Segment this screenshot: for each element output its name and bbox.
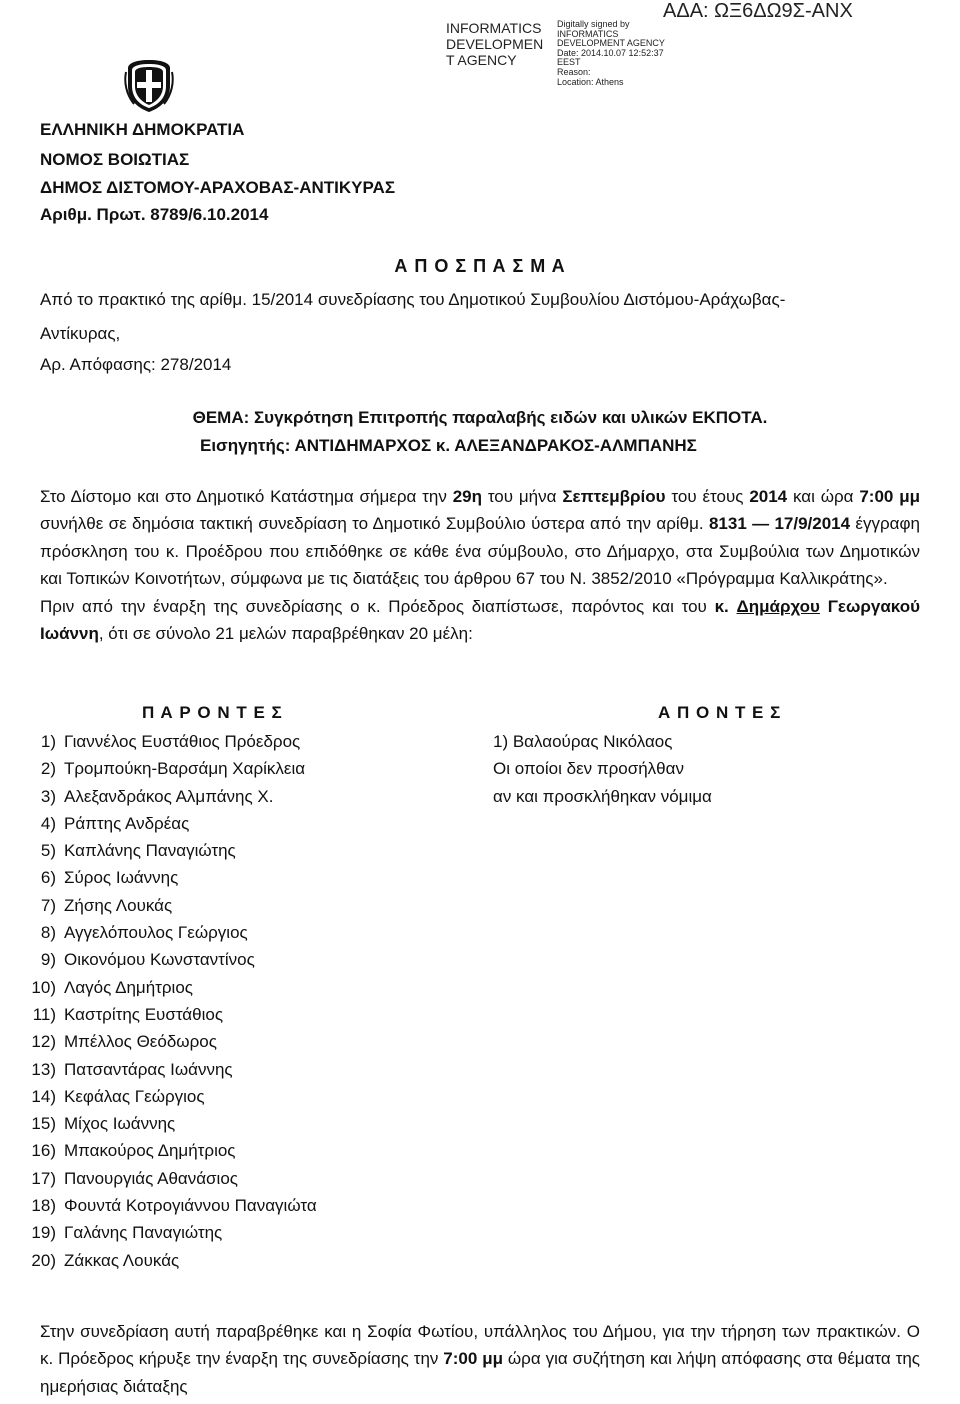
text-run: του μήνα	[481, 487, 563, 506]
text-run	[820, 597, 828, 616]
member-number: 7)	[40, 895, 56, 915]
intro-line-1: Από το πρακτικό της αρίθμ. 15/2014 συνεδρίασης του Δημοτικού Συμβουλίου Διστόμου-Αράχωβας-	[40, 290, 786, 309]
member-number: 17)	[31, 1168, 56, 1188]
signature-org-line: T AGENCY	[446, 52, 517, 68]
present-member	[22, 1083, 317, 1110]
signature-meta-line: Location: Athens	[557, 76, 624, 87]
member-number: 1)	[40, 732, 56, 751]
member-name: Τρομπούκη-Βαρσάμη Χαρίκλεια	[64, 759, 306, 779]
signature-meta-line: Date: 2014.10.07 12:52:37	[557, 47, 664, 58]
start-time: 7:00 μμ	[443, 1349, 504, 1369]
mayor-title: Δημάρχου	[736, 596, 820, 616]
header-prefecture: ΝΟΜΟΣ ΒΟΙΩΤΙΑΣ	[40, 150, 190, 169]
text-run: Στο Δίστομο και στο Δημοτικό Κατάστημα σήμερα την	[40, 487, 453, 506]
member-number: 10)	[31, 977, 56, 997]
mayor-name: Γεωργακού Ιωάννη	[40, 596, 920, 644]
present-member	[22, 864, 317, 891]
member-name: Λαγός Δημήτριος	[64, 977, 193, 997]
absent-note: αν και προσκλήθηκαν νόμιμα	[493, 786, 712, 806]
present-member	[22, 892, 317, 919]
member-name: Γιαννέλος Ευστάθιος Πρόεδρος	[64, 732, 301, 751]
present-member	[22, 755, 317, 782]
member-name: Καστρίτης Ευστάθιος	[64, 1004, 224, 1024]
member-name: Αγγελόπουλος Γεώργιος	[64, 923, 248, 943]
member-number: 13)	[31, 1059, 56, 1079]
member-number: 8)	[40, 923, 56, 943]
member-name: Καπλάνης Παναγιώτης	[64, 841, 236, 861]
text-run: συνήλθε σε δημόσια τακτική συνεδρίαση το Δημοτικό Συμβούλιο ύστερα από την αρίθμ.	[40, 514, 709, 534]
intro-line-2: Αντίκυρας,	[40, 324, 121, 343]
member-number: 15)	[31, 1114, 56, 1134]
greek-emblem-icon	[124, 58, 174, 114]
text-run: Πριν από την έναρξη της συνεδρίασης ο κ. Πρόεδρος διαπίστωσε, παρόντος και του	[40, 596, 715, 616]
signature-meta-line: INFORMATICS	[557, 28, 619, 39]
header-municipality: ΔΗΜΟΣ ΔΙΣΤΟΜΟΥ-ΑΡΑΧΟΒΑΣ-ΑΝΤΙΚΥΡΑΣ	[40, 178, 396, 197]
text-run-bold: κ.	[714, 596, 729, 616]
session-year: 2014	[749, 487, 788, 506]
session-day: 29η	[452, 487, 482, 506]
member-number: 5)	[40, 841, 56, 861]
member-number: 6)	[40, 868, 56, 888]
present-member	[22, 1110, 317, 1137]
invitation-ref: 8131 — 17/9/2014	[708, 514, 851, 534]
member-number: 16)	[31, 1141, 56, 1161]
present-member	[22, 810, 317, 837]
member-name: Κεφάλας Γεώργιος	[64, 1086, 205, 1106]
signature-org-line: INFORMATICS	[446, 20, 542, 36]
ada-code: ΑΔΑ: ΩΞ6ΔΩ9Σ-ΑΝΧ	[663, 0, 853, 22]
present-member	[22, 1165, 317, 1192]
present-member	[22, 1247, 317, 1274]
member-name: Σύρος Ιωάννης	[64, 868, 179, 888]
present-members-list	[22, 728, 317, 1274]
document-title: Α Π Ο Σ Π Α Σ Μ Α	[394, 256, 566, 276]
signature-org	[446, 20, 543, 68]
present-member	[22, 1192, 317, 1219]
text-run: ώρα για συζήτηση και λήψη απόφασης στα θέματα της ημερήσιας διάταξης	[40, 1349, 920, 1396]
member-number: 4)	[40, 813, 56, 833]
signature-meta-line: Digitally signed by	[557, 19, 630, 29]
closing-paragraph	[40, 1318, 920, 1400]
absent-note: Οι οποίοι δεν προσήλθαν	[493, 759, 684, 779]
present-member	[22, 1028, 317, 1055]
member-number: 9)	[40, 950, 56, 970]
text-run: και ώρα	[787, 487, 860, 506]
member-name: Γαλάνης Παναγιώτης	[64, 1223, 223, 1243]
member-name: Πανουργιάς Αθανάσιος	[64, 1168, 238, 1188]
signature-meta	[557, 20, 665, 87]
absent-heading: Α Π Ο Ν Τ Ε Σ	[658, 703, 782, 722]
text-run: έγγραφη πρόσκληση του κ. Προέδρου που επιδόθηκε σε κάθε ένα σύμβουλο, στο Δήμαρχο, στα Συμβούλια των Δημοτικών και Τοπικών Κοινοτήτων, σύμφωνα με τις διατάξεις του άρθρου 67 του Ν. 3852/2010 «Πρόγραμμα Καλλικράτης».	[40, 514, 920, 589]
member-name: Οικονόμου Κωνσταντίνος	[64, 950, 255, 970]
present-member	[22, 919, 317, 946]
member-number: 14)	[31, 1086, 56, 1106]
header-country: ΕΛΛΗΝΙΚΗ ΔΗΜΟΚΡΑΤΙΑ	[40, 120, 245, 139]
member-name: Μπακούρος Δημήτριος	[64, 1141, 236, 1161]
member-name: Ζήσης Λουκάς	[64, 895, 173, 915]
member-number: 18)	[31, 1196, 56, 1216]
absent-member: 1) Βαλαούρας Νικόλαος	[493, 732, 673, 751]
session-month: Σεπτεμβρίου	[562, 487, 666, 506]
signature-meta-line: Reason:	[557, 66, 591, 77]
signature-meta-line: EEST	[557, 57, 581, 68]
text-run: , ότι σε σύνολο 21 μελών παραβρέθηκαν 20 μέλη:	[98, 624, 473, 644]
present-member	[22, 837, 317, 864]
member-number: 3)	[40, 786, 56, 806]
present-member	[22, 1219, 317, 1246]
subject-title: ΘΕΜΑ: Συγκρότηση Επιτροπής παραλαβής ειδών και υλικών ΕΚΠΟΤΑ.	[192, 408, 768, 427]
present-member	[22, 1137, 317, 1164]
member-number: 12)	[31, 1032, 56, 1052]
signature-org-line: DEVELOPMEN	[446, 36, 544, 52]
signature-meta-line: DEVELOPMENT AGENCY	[557, 38, 665, 49]
member-name: Ζάκκας Λουκάς	[64, 1250, 180, 1270]
present-member	[22, 1001, 317, 1028]
subject-rapporteur: Εισηγητής: ΑΝΤΙΔΗΜΑΡΧΟΣ κ. ΑΛΕΞΑΝΔΡΑΚΟΣ-ΑΛΜΠΑΝΗΣ	[200, 436, 697, 455]
present-member	[22, 728, 317, 755]
text-run: του έτους	[665, 487, 750, 506]
member-name: Ράπτης Ανδρέας	[64, 813, 190, 833]
present-member	[22, 974, 317, 1001]
text-run: Στην συνεδρίαση αυτή παραβρέθηκε και η Σοφία Φωτίου, υπάλληλος του Δήμου, για την τήρηση των πρακτικών. Ο κ. Πρόεδρος κήρυξε την έναρξη της συνεδρίασης την	[40, 1322, 920, 1369]
protocol-number: Αριθμ. Πρωτ. 8789/6.10.2014	[40, 205, 269, 224]
member-name: Μίχος Ιωάννης	[64, 1114, 176, 1134]
decision-number: Αρ. Απόφασης: 278/2014	[40, 355, 232, 374]
member-name: Μπέλλος Θεόδωρος	[64, 1032, 217, 1052]
session-paragraph	[40, 483, 920, 647]
present-member	[22, 946, 317, 973]
present-member	[22, 783, 317, 810]
absent-members-list	[493, 728, 712, 810]
member-number: 19)	[31, 1223, 56, 1243]
member-name: Φουντά Κοτρογιάννου Παναγιώτα	[64, 1196, 317, 1216]
present-member	[22, 1056, 317, 1083]
member-number: 11)	[32, 1004, 56, 1024]
text-run	[729, 597, 737, 616]
session-time: 7:00 μμ	[859, 487, 920, 506]
member-name: Πατσαντάρας Ιωάννης	[64, 1059, 233, 1079]
member-number: 20)	[31, 1250, 56, 1270]
member-number: 2)	[40, 759, 56, 779]
member-name: Αλεξανδράκος Αλμπάνης Χ.	[64, 786, 274, 806]
present-heading: Π Α Ρ Ο Ν Τ Ε Σ	[142, 703, 283, 722]
